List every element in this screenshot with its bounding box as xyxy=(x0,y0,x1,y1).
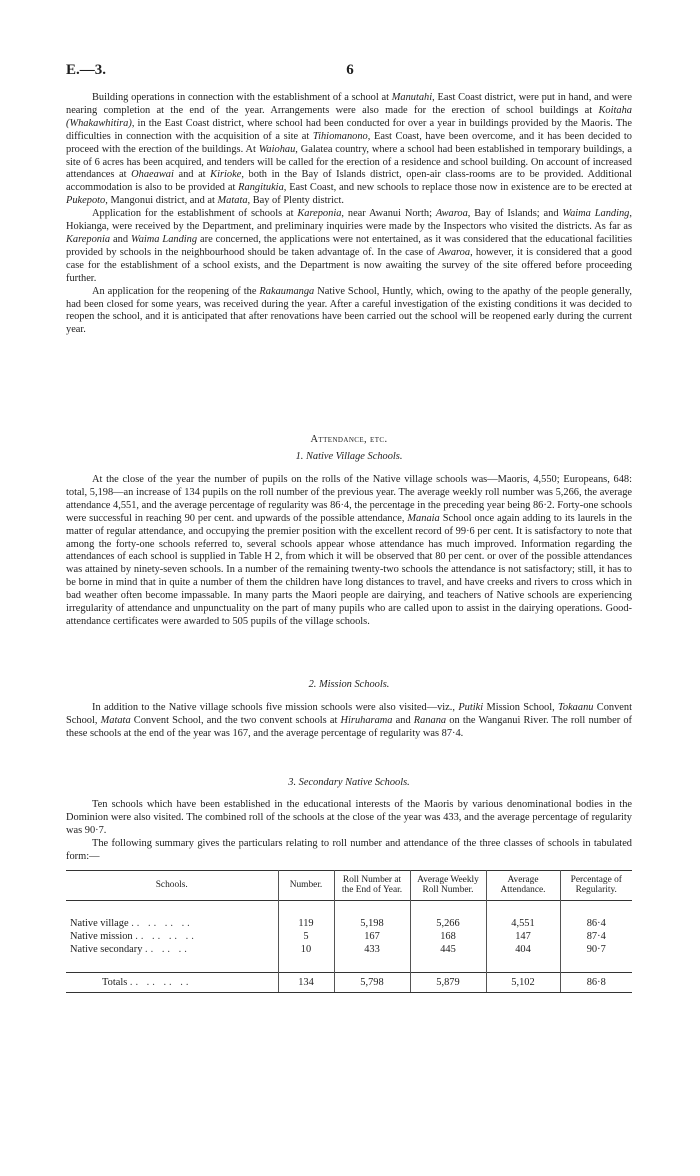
paragraph-text: Building operations in connection with the establishment of a school at xyxy=(92,92,392,103)
document-reference: E.—3. xyxy=(66,62,107,78)
place-name: Kareponia xyxy=(66,233,111,245)
place-name: Hiruharama xyxy=(340,714,393,726)
paragraph-mission-schools xyxy=(66,702,632,741)
row-percentage: 90·7 xyxy=(560,943,632,956)
row-weekly-roll: 168 xyxy=(410,930,486,943)
text-block-mission xyxy=(66,702,632,741)
place-name: Putiki xyxy=(458,702,484,713)
subheading-mission-schools: 2. Mission Schools. xyxy=(308,679,390,690)
header-roll-number: Roll Number at the End of Year. xyxy=(334,871,410,901)
totals-roll-number: 5,798 xyxy=(334,972,410,992)
paragraph-applications xyxy=(66,208,632,285)
place-name: Waima Landing xyxy=(562,208,630,220)
paragraph-text: In addition to the Native village schools five mission schools were also visited—viz., xyxy=(92,702,459,713)
paragraph-text: , Hokianga, were received by the Department, and preliminary inquiries were made by the Inspectors who visited the districts. As far as xyxy=(66,208,632,233)
row-percentage: 87·4 xyxy=(560,930,632,943)
row-average-attendance: 4,551 xyxy=(486,917,560,930)
place-name: Manaia xyxy=(407,512,440,524)
totals-number: 134 xyxy=(278,972,334,992)
paragraph-text: Convent School, xyxy=(66,702,632,726)
paragraph-text: The following summary gives the particulars relating to roll number and attendance of the three classes of schools in tabulated form:— xyxy=(66,837,632,862)
paragraph-secondary-schools xyxy=(66,799,632,838)
paragraph-text: , both in the Bay of Islands district, open-air class-rooms are to be provided. Additional accommodation is also to be provided at xyxy=(66,169,632,194)
table-totals-row xyxy=(66,972,632,992)
page-header xyxy=(66,62,634,84)
paragraph-text: , East Coast, and new schools to replace those now in existence are to be erected at xyxy=(283,182,632,194)
paragraph-text: Application for the establishment of schools at xyxy=(92,208,298,220)
header-schools: Schools. xyxy=(155,880,188,891)
row-percentage: 86·4 xyxy=(560,917,632,930)
paragraph-text: , Mangonui district, and at xyxy=(105,195,218,207)
totals-percentage: 86·8 xyxy=(560,972,632,992)
paragraph-village-attendance xyxy=(66,474,632,629)
table-row xyxy=(66,943,632,956)
paragraph-building-operations xyxy=(66,92,632,208)
row-school-name: Native village .. .. .. .. xyxy=(70,917,193,929)
paragraph-text: At the close of the year the number of pupils on the rolls of the Native village schools was—Maoris, 4,550; Europeans, 648: total, 5,198—an increase of 134 pupils on the roll number of the previous year. The average weekly roll number was 5,266, the average attendance 4,551, and the average percentage of regularity was 86·4, the percentage in the preceding year being 86·2. Forty-one schools were successful in reaching 90 per cent. and upwards of the possible attendance, xyxy=(66,474,632,524)
paragraph-text: are concerned, the applications were not entertained, as it was considered that the educational facilities provided by schools in the neighbourhood should be taken advantage of. In the case of xyxy=(66,233,632,258)
paragraph-text: , Galatea country, where a school had been established in temporary buildings, a site of 6 acres has been acquired, and tenders will be called for the erection of a residence and school building. On account of increased attendances at xyxy=(66,143,632,181)
subheading-village-schools: 1. Native Village Schools. xyxy=(295,451,403,462)
paragraph-text: Convent School, and the two convent schools at xyxy=(130,714,341,726)
place-name: Ranana xyxy=(413,714,447,726)
summary-table xyxy=(66,870,632,993)
paragraph-reopening xyxy=(66,286,632,338)
header-average-attendance: Average Attendance. xyxy=(486,871,560,901)
text-block-secondary xyxy=(66,799,632,864)
totals-average-attendance: 5,102 xyxy=(486,972,560,992)
section-heading-attendance: Attendance, etc. xyxy=(310,434,388,445)
row-roll-number: 5,198 xyxy=(334,917,410,930)
place-name: Kirioke xyxy=(210,169,242,181)
paragraph-text: An application for the reopening of the xyxy=(92,285,260,297)
table-header-row xyxy=(66,871,632,901)
place-name: Rangitukia xyxy=(238,182,284,194)
row-number: 5 xyxy=(278,930,334,943)
paragraph-text: , Bay of Plenty district. xyxy=(247,195,344,207)
summary-table-wrapper xyxy=(66,870,632,993)
paragraph-text: Mission School, xyxy=(483,702,559,713)
place-name: Rakaumanga xyxy=(259,285,315,297)
paragraph-text: and xyxy=(110,233,131,245)
place-name: Tihiomanono xyxy=(312,130,368,142)
table-row xyxy=(66,930,632,943)
paragraph-text: , East Coast, have been overcome, and it has been decided to proceed with the erection of the buildings. At xyxy=(66,130,632,155)
paragraph-text: on the Wanganui River. The roll number of these schools at the end of the year was 167, and the average percentage of regularity was 87·4. xyxy=(66,714,632,739)
page-number: 6 xyxy=(346,62,354,78)
row-average-attendance: 147 xyxy=(486,930,560,943)
table-spacer-row xyxy=(66,900,632,917)
row-weekly-roll: 445 xyxy=(410,943,486,956)
totals-label: Totals .. .. .. .. xyxy=(66,972,278,992)
place-name: Matata xyxy=(100,714,131,726)
header-percentage-regularity: Percentage of Regularity. xyxy=(560,871,632,901)
text-block-building xyxy=(66,92,632,337)
paragraph-text: , however, it is considered that a good case for the establishment of a school exists, and the Department is now awaiting the survey of the site offered before proceeding further. xyxy=(66,246,632,284)
paragraph-text: , in the East Coast district, where school had been conducted for over a year in buildings provided by the Maoris. The difficulties in connection with the acquisition of a site at xyxy=(66,117,632,142)
row-average-attendance: 404 xyxy=(486,943,560,956)
header-number: Number. xyxy=(278,871,334,901)
table-spacer-row xyxy=(66,956,632,973)
place-name: Koitaha (Whakawhitira) xyxy=(66,104,632,129)
paragraph-text: School once again adding to its laurels in the matter of regular attendance, and occupying the premier position with the excellent record of 99·6 per cent. It is satisfactory to note that among the forty-one schools referred to, several schools appear whose attendance has much improved. Information regarding the attendances of each school is supplied in Table H 2, from which it will be observed that 80 per cent. or over of the possible attendances was attained by ninety-seven schools. In a number of the remaining twenty-two schools the attendance is not satisfactory; still, it has to be borne in mind that in quite a number of them the children have long distances to travel, and have creeks and rivers to cross which in bad weather often become impassable. In many parts the Maori people are dairying, and teachers of Native schools are experiencing irregularity of attendance and unpunctuality on the part of many pupils who are called upon to assist in the dairying operations. Good-attendance certificates were awarded to 505 pupils of the village schools. xyxy=(66,512,632,627)
row-school-name: Native mission .. .. .. .. xyxy=(70,930,197,942)
place-name: Waiohau xyxy=(258,143,296,155)
place-name: Manutahi xyxy=(391,92,433,103)
totals-weekly-roll: 5,879 xyxy=(410,972,486,992)
paragraph-text: , Bay of Islands; and xyxy=(467,208,563,220)
subheading-secondary-schools: 3. Secondary Native Schools. xyxy=(288,777,410,788)
paragraph-text: , near Awanui North; xyxy=(341,208,436,220)
row-number: 10 xyxy=(278,943,334,956)
place-name: Pukepoto xyxy=(66,195,106,207)
row-roll-number: 167 xyxy=(334,930,410,943)
row-number: 119 xyxy=(278,917,334,930)
place-name: Tokaanu xyxy=(558,702,594,713)
place-name: Matata xyxy=(217,195,248,207)
place-name: Kareponia xyxy=(297,208,342,220)
place-name: Ohaeawai xyxy=(131,169,174,181)
paragraph-text: Ten schools which have been established in the educational interests of the Maoris by various denominational bodies in the Dominion were also visited. The combined roll of the schools at the close of the year was 433, and the average percentage of regularity was 90·7. xyxy=(66,799,632,836)
place-name: Waima Landing xyxy=(131,233,198,245)
table-row xyxy=(66,917,632,930)
row-roll-number: 433 xyxy=(334,943,410,956)
paragraph-summary-intro xyxy=(66,838,632,864)
paragraph-text: and xyxy=(392,714,414,726)
place-name: Awaroa xyxy=(435,208,468,220)
paragraph-text: and at xyxy=(173,169,211,181)
paragraph-text: Native School, Huntly, which, owing to the apathy of the people generally, had been closed for some years, was received during the year. After a careful investigation of the existing conditions it was decided to reopen the school, and it is anticipated that after renovations have been carried out the school will be reopened early during the current year. xyxy=(66,285,632,336)
header-weekly-roll: Average Weekly Roll Number. xyxy=(410,871,486,901)
place-name: Awaroa xyxy=(438,246,471,258)
row-school-name: Native secondary .. .. .. xyxy=(70,943,190,955)
row-weekly-roll: 5,266 xyxy=(410,917,486,930)
paragraph-text: , East Coast district, were put in hand, and were nearing completion at the end of the year. Arrangements were also made for the erection of school buildings at xyxy=(66,92,632,116)
text-block-village xyxy=(66,474,632,629)
